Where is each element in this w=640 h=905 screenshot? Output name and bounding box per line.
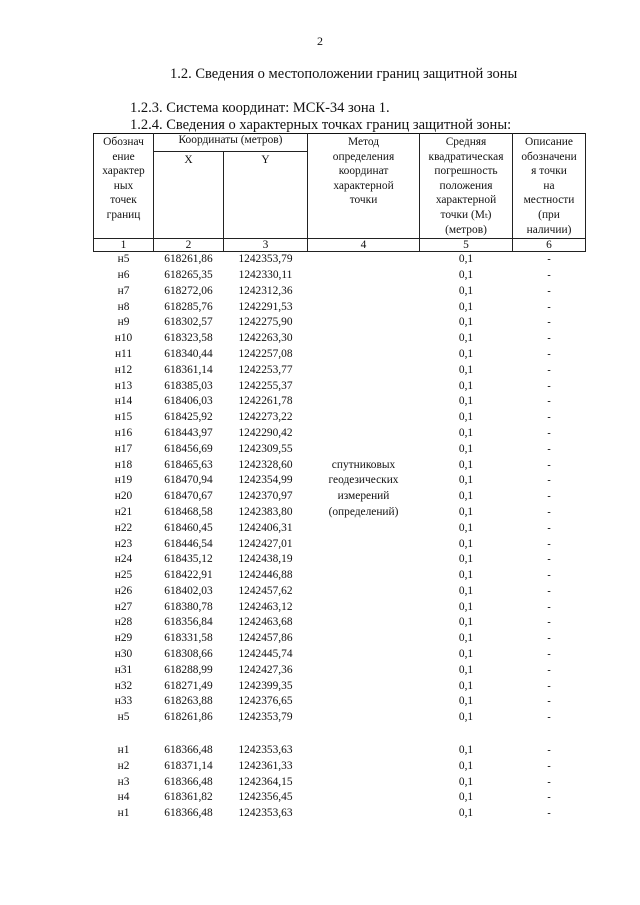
description-cell: - (547, 443, 551, 455)
empty-cell (420, 726, 513, 743)
y-coordinate-cell: 1242291,53 (238, 300, 293, 313)
point-name-cell: н6 (117, 268, 130, 281)
y-coordinate-cell: 1242273,22 (238, 411, 293, 424)
x-coordinate-cell: 618456,69 (164, 442, 213, 455)
description-cell: - (547, 475, 551, 487)
y-coordinate-cell: 1242463,68 (238, 616, 293, 629)
table-header (94, 134, 586, 252)
y-coordinate-cell: 1242261,78 (238, 395, 293, 408)
point-name-cell: н10 (114, 332, 133, 345)
y-coordinate-cell: 1242255,37 (238, 379, 293, 392)
description-cell: - (547, 333, 551, 345)
error-cell: 0,1 (458, 537, 474, 550)
y-coordinate-cell: 1242353,79 (238, 711, 293, 724)
y-coordinate-cell: 1242356,45 (238, 791, 293, 804)
x-coordinate-cell: 618422,91 (164, 569, 213, 582)
x-coordinate-cell: 618470,67 (164, 490, 213, 503)
point-name-cell: н5 (117, 253, 130, 266)
error-cell: 0,1 (458, 379, 474, 392)
error-cell: 0,1 (458, 284, 474, 297)
empty-cell (513, 726, 586, 743)
description-cell: - (547, 776, 551, 788)
point-name-cell: н26 (114, 584, 133, 597)
error-cell: 0,1 (458, 663, 474, 676)
x-coordinate-cell: 618406,03 (164, 395, 213, 408)
point-name-cell: н13 (114, 379, 133, 392)
table-row (94, 790, 586, 806)
error-cell: 0,1 (458, 648, 474, 661)
description-cell: - (547, 506, 551, 518)
point-name-cell: н29 (114, 632, 133, 645)
point-name-cell: н22 (114, 521, 133, 534)
x-coordinate-cell: 618261,86 (164, 253, 213, 266)
y-coordinate-cell: 1242427,01 (238, 537, 293, 550)
error-cell: 0,1 (458, 505, 474, 518)
error-cell: 0,1 (458, 442, 474, 455)
error-cell: 0,1 (458, 744, 474, 757)
point-name-cell: н20 (114, 490, 133, 503)
boundary-points-table (93, 133, 586, 822)
point-name-cell: н14 (114, 395, 133, 408)
x-coordinate-cell: 618402,03 (164, 584, 213, 597)
y-coordinate-cell: 1242463,12 (238, 600, 293, 613)
description-cell: - (547, 491, 551, 503)
error-cell: 0,1 (458, 253, 474, 266)
description-cell: - (547, 554, 551, 566)
point-name-cell: н15 (114, 411, 133, 424)
error-cell: 0,1 (458, 426, 474, 439)
point-name-cell: н8 (117, 300, 130, 313)
point-name-cell: н25 (114, 569, 133, 582)
x-coordinate-cell: 618425,92 (164, 411, 213, 424)
y-coordinate-cell: 1242438,19 (238, 553, 293, 566)
description-cell: - (547, 459, 551, 471)
point-name-cell: н9 (117, 316, 130, 329)
x-coordinate-cell: 618261,86 (164, 711, 213, 724)
description-cell: - (547, 808, 551, 820)
error-cell: 0,1 (458, 600, 474, 613)
empty-cell (94, 726, 154, 743)
y-coordinate-cell: 1242354,99 (238, 474, 293, 487)
point-name-cell: н4 (117, 791, 130, 804)
point-name-cell: н3 (117, 775, 130, 788)
header-x: X (154, 152, 224, 239)
description-cell: - (547, 269, 551, 281)
x-coordinate-cell: 618340,44 (164, 347, 213, 360)
description-cell: - (547, 664, 551, 676)
x-coordinate-cell: 618323,58 (164, 332, 213, 345)
error-cell: 0,1 (458, 474, 474, 487)
error-cell: 0,1 (458, 632, 474, 645)
x-coordinate-cell: 618272,06 (164, 284, 213, 297)
point-name-cell: н32 (114, 679, 133, 692)
y-coordinate-cell: 1242446,88 (238, 569, 293, 582)
point-name-cell: н1 (117, 807, 130, 820)
x-coordinate-cell: 618468,58 (164, 505, 213, 518)
description-cell: - (547, 538, 551, 550)
point-name-cell: н28 (114, 616, 133, 629)
error-cell: 0,1 (458, 458, 474, 471)
col-number: 6 (513, 239, 586, 252)
x-coordinate-cell: 618366,48 (164, 744, 213, 757)
error-cell: 0,1 (458, 332, 474, 345)
y-coordinate-cell: 1242328,60 (238, 458, 293, 471)
empty-cell (308, 743, 420, 759)
header-error: Средняя квадратическая погрешность положения характерной точки (Mₜ) (метров) (420, 134, 513, 239)
error-cell: 0,1 (458, 347, 474, 360)
y-coordinate-cell: 1242364,15 (238, 775, 293, 788)
y-coordinate-cell: 1242376,65 (238, 695, 293, 708)
y-coordinate-cell: 1242330,11 (238, 268, 293, 281)
method-text-line: спутниковых (331, 458, 396, 471)
empty-cell (308, 790, 420, 806)
description-cell: - (547, 522, 551, 534)
y-coordinate-cell: 1242427,36 (238, 663, 293, 676)
y-coordinate-cell: 1242257,08 (238, 347, 293, 360)
x-coordinate-cell: 618361,82 (164, 791, 213, 804)
header-method: Метод определения координат характерной точки (308, 134, 420, 239)
error-cell: 0,1 (458, 759, 474, 772)
col-number: 3 (224, 239, 308, 252)
header-description: Описание обозначени я точки на местности (при наличии) (513, 134, 586, 239)
error-cell: 0,1 (458, 695, 474, 708)
point-name-cell: н21 (114, 505, 133, 518)
point-name-cell: н7 (117, 284, 130, 297)
point-name-cell: н5 (117, 711, 130, 724)
col-number: 4 (308, 239, 420, 252)
description-cell: - (547, 760, 551, 772)
description-cell: - (547, 317, 551, 329)
x-coordinate-cell: 618465,63 (164, 458, 213, 471)
empty-cell (308, 759, 420, 775)
table-row (94, 775, 586, 791)
header-y: Y (224, 152, 308, 239)
description-cell: - (547, 601, 551, 613)
point-name-cell: н27 (114, 600, 133, 613)
coordinate-system-line: 1.2.3. Система координат: МСК-34 зона 1. (130, 100, 390, 116)
x-coordinate-cell: 618263,88 (164, 695, 213, 708)
description-cell: - (547, 412, 551, 424)
x-coordinate-cell: 618380,78 (164, 600, 213, 613)
table-row (94, 743, 586, 759)
method-text-line: измерений (337, 490, 390, 503)
method-text-line: геодезических (328, 474, 399, 487)
point-name-cell: н11 (114, 347, 133, 360)
description-cell: - (547, 380, 551, 392)
point-name-cell: н12 (114, 363, 133, 376)
x-coordinate-cell: 618366,48 (164, 775, 213, 788)
x-coordinate-cell: 618371,14 (164, 759, 213, 772)
error-cell: 0,1 (458, 395, 474, 408)
point-name-cell: н16 (114, 426, 133, 439)
error-cell: 0,1 (458, 584, 474, 597)
error-cell: 0,1 (458, 807, 474, 820)
description-cell: - (547, 745, 551, 757)
x-coordinate-cell: 618265,35 (164, 268, 213, 281)
x-coordinate-cell: 618443,97 (164, 426, 213, 439)
col-number: 5 (420, 239, 513, 252)
x-coordinate-cell: 618361,14 (164, 363, 213, 376)
point-name-cell: н18 (114, 458, 133, 471)
spacer-row (94, 726, 586, 743)
y-coordinate-cell: 1242445,74 (238, 648, 293, 661)
x-coordinate-cell: 618271,49 (164, 679, 213, 692)
x-coordinate-cell: 618356,84 (164, 616, 213, 629)
header-point-designation: Обознач ение характер ных точек границ (94, 134, 154, 239)
table-row (94, 252, 586, 268)
point-name-cell: н31 (114, 663, 133, 676)
description-cell: - (547, 301, 551, 313)
x-coordinate-cell: 618435,12 (164, 553, 213, 566)
table-row (94, 759, 586, 775)
point-name-cell: н19 (114, 474, 133, 487)
empty-cell (308, 726, 420, 743)
x-coordinate-cell: 618385,03 (164, 379, 213, 392)
error-cell: 0,1 (458, 490, 474, 503)
y-coordinate-cell: 1242406,31 (238, 521, 293, 534)
y-coordinate-cell: 1242275,90 (238, 316, 293, 329)
y-coordinate-cell: 1242263,30 (238, 332, 293, 345)
y-coordinate-cell: 1242457,62 (238, 584, 293, 597)
y-coordinate-cell: 1242399,35 (238, 679, 293, 692)
x-coordinate-cell: 618366,48 (164, 807, 213, 820)
description-cell: - (547, 570, 551, 582)
description-cell: - (547, 285, 551, 297)
y-coordinate-cell: 1242361,33 (238, 759, 293, 772)
error-cell: 0,1 (458, 679, 474, 692)
x-coordinate-cell: 618460,45 (164, 521, 213, 534)
x-coordinate-cell: 618302,57 (164, 316, 213, 329)
point-name-cell: н24 (114, 553, 133, 566)
error-cell: 0,1 (458, 553, 474, 566)
error-cell: 0,1 (458, 316, 474, 329)
error-cell: 0,1 (458, 300, 474, 313)
description-cell: - (547, 254, 551, 266)
description-cell: - (547, 364, 551, 376)
error-cell: 0,1 (458, 569, 474, 582)
x-coordinate-cell: 618331,58 (164, 632, 213, 645)
x-coordinate-cell: 618285,76 (164, 300, 213, 313)
y-coordinate-cell: 1242353,79 (238, 253, 293, 266)
y-coordinate-cell: 1242457,86 (238, 632, 293, 645)
y-coordinate-cell: 1242353,63 (238, 744, 293, 757)
point-name-cell: н23 (114, 537, 133, 550)
y-coordinate-cell: 1242383,80 (238, 505, 293, 518)
column-numbers-row (94, 239, 586, 252)
empty-cell (154, 726, 224, 743)
empty-cell (308, 806, 420, 822)
y-coordinate-cell: 1242312,36 (238, 284, 293, 297)
points-title-line: 1.2.4. Сведения о характерных точках границ защитной зоны: (130, 117, 512, 133)
error-cell: 0,1 (458, 411, 474, 424)
section-title: 1.2. Сведения о местоположении границ защитной зоны (170, 66, 518, 82)
error-cell: 0,1 (458, 616, 474, 629)
description-cell: - (547, 427, 551, 439)
empty-cell (224, 726, 308, 743)
error-cell: 0,1 (458, 521, 474, 534)
description-cell: - (547, 712, 551, 724)
page-number: 2 (317, 34, 323, 48)
empty-cell (308, 775, 420, 791)
header-coordinates: Координаты (метров) (154, 134, 308, 152)
description-cell: - (547, 585, 551, 597)
method-cell (308, 252, 420, 726)
x-coordinate-cell: 618288,99 (164, 663, 213, 676)
error-cell: 0,1 (458, 775, 474, 788)
error-cell: 0,1 (458, 791, 474, 804)
y-coordinate-cell: 1242370,97 (238, 490, 293, 503)
col-number: 2 (154, 239, 224, 252)
point-name-cell: н33 (114, 695, 133, 708)
x-coordinate-cell: 618446,54 (164, 537, 213, 550)
description-cell: - (547, 633, 551, 645)
table-row (94, 806, 586, 822)
x-coordinate-cell: 618470,94 (164, 474, 213, 487)
table-body (94, 252, 586, 822)
method-text-line: (определений) (328, 505, 399, 518)
description-cell: - (547, 649, 551, 661)
description-cell: - (547, 696, 551, 708)
x-coordinate-cell: 618308,66 (164, 648, 213, 661)
y-coordinate-cell: 1242309,55 (238, 442, 293, 455)
error-cell: 0,1 (458, 711, 474, 724)
error-cell: 0,1 (458, 363, 474, 376)
description-cell: - (547, 396, 551, 408)
description-cell: - (547, 680, 551, 692)
col-number: 1 (94, 239, 154, 252)
point-name-cell: н17 (114, 442, 133, 455)
description-cell: - (547, 348, 551, 360)
description-cell: - (547, 792, 551, 804)
point-name-cell: н2 (117, 759, 130, 772)
point-name-cell: н1 (117, 744, 130, 757)
error-cell: 0,1 (458, 268, 474, 281)
y-coordinate-cell: 1242353,63 (238, 807, 293, 820)
y-coordinate-cell: 1242290,42 (238, 426, 293, 439)
description-cell: - (547, 617, 551, 629)
y-coordinate-cell: 1242253,77 (238, 363, 293, 376)
point-name-cell: н30 (114, 648, 133, 661)
